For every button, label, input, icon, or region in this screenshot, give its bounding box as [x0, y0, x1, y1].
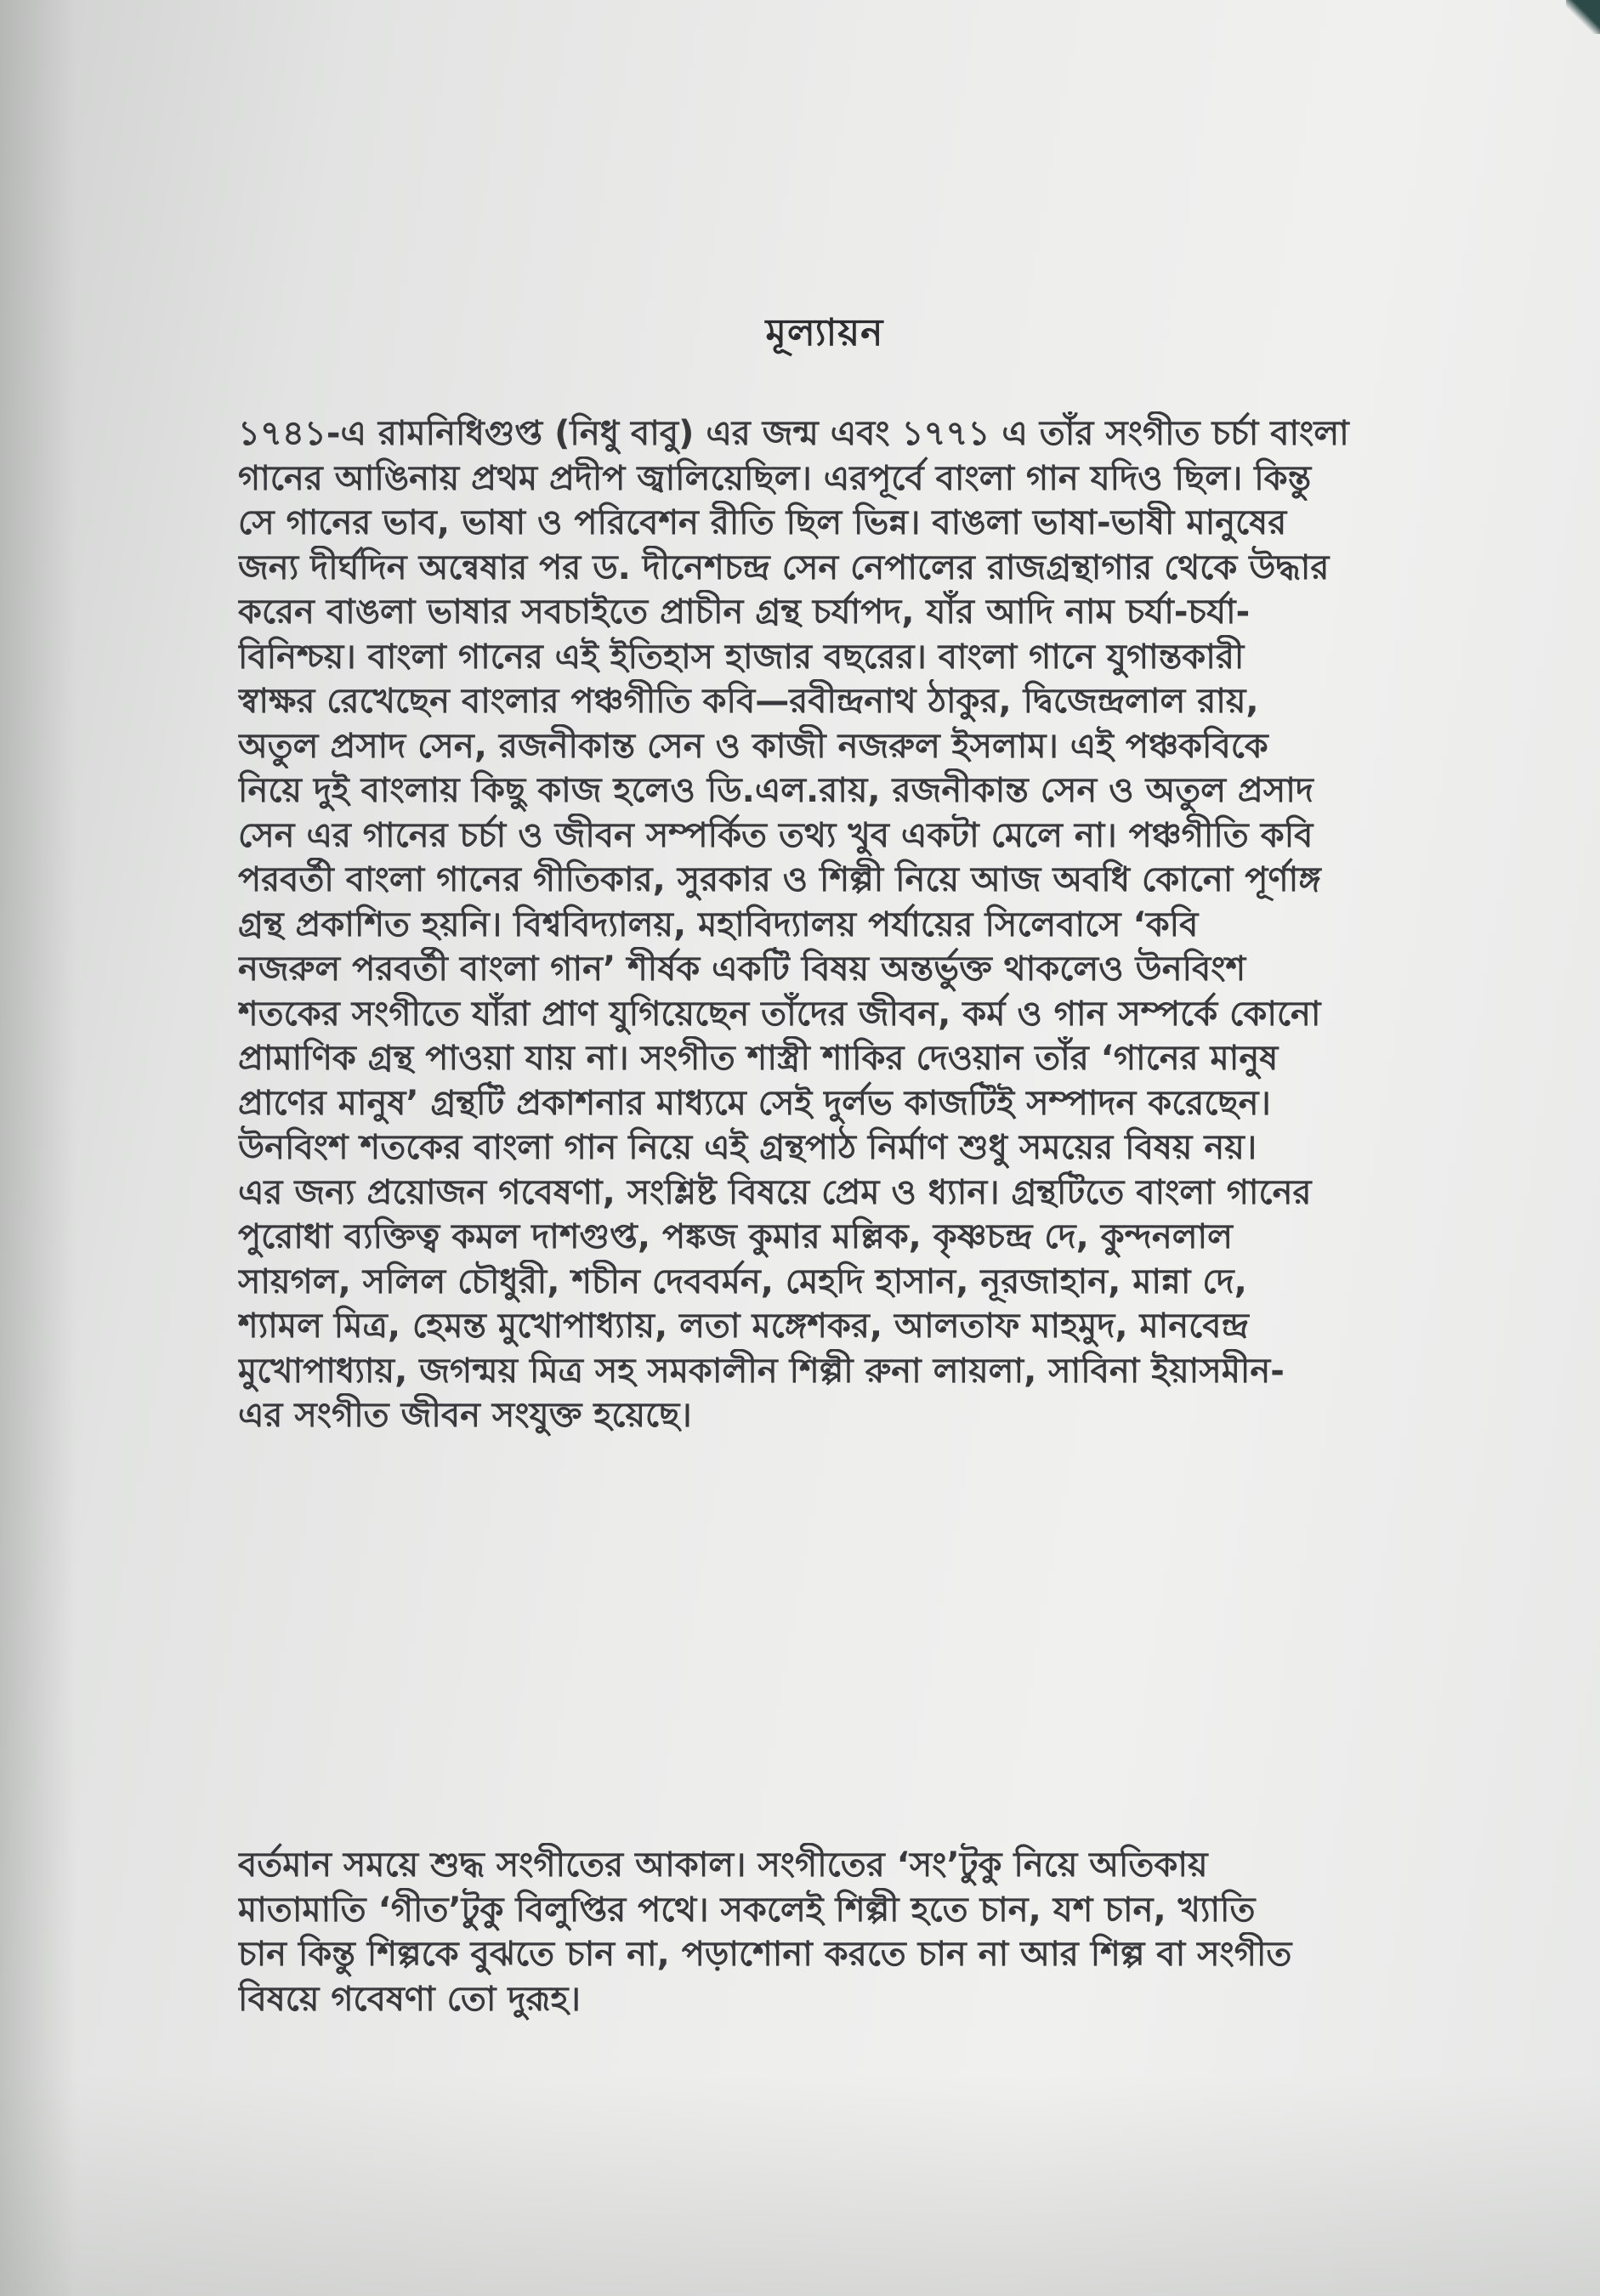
text-line: প্রামাণিক গ্রন্থ পাওয়া যায় না। সংগীত শাস্ত্রী শাকির দেওয়ান তাঁর ‘গানের মানুষ	[238, 1039, 1279, 1078]
text-line: গানের আঙিনায় প্রথম প্রদীপ জ্বালিয়েছিল। এরপূর্বে বাংলা গান যদিও ছিল। কিন্তু	[238, 458, 1312, 498]
paragraph-1	[238, 411, 1509, 1438]
text-line: এর জন্য প্রয়োজন গবেষণা, সংশ্লিষ্ট বিষয়ে প্রেম ও ধ্যান। গ্রন্থটিতে বাংলা গানের	[238, 1172, 1312, 1212]
text-line: ১৭৪১-এ রামনিধিগুপ্ত (নিধু বাবু) এর জন্ম এবং ১৭৭১ এ তাঁর সংগীত চর্চা বাংলা	[238, 414, 1349, 453]
text-line: এর সংগীত জীবন সংযুক্ত হয়েছে।	[238, 1396, 692, 1435]
text-line: প্রাণের মানুষ’ গ্রন্থটি প্রকাশনার মাধ্যমে সেই দুর্লভ কাজটিই সম্পাদন করেছেন।	[238, 1083, 1271, 1123]
text-line: স্বাক্ষর রেখেছেন বাংলার পঞ্চগীতি কবি—রবীন্দ্রনাথ ঠাকুর, দ্বিজেন্দ্রলাল রায়,	[238, 682, 1259, 721]
paragraph-2	[238, 1843, 1509, 2021]
text-line: বিনিশ্চয়। বাংলা গানের এই ইতিহাস হাজার বছরের। বাংলা গানে যুগান্তকারী	[238, 637, 1245, 677]
text-line: করেন বাঙলা ভাষার সবচাইতে প্রাচীন গ্রন্থ চর্যাপদ, যাঁর আদি নাম চর্যা-চর্যা-	[238, 592, 1251, 632]
text-line: মাতামাতি ‘গীত’টুকু বিলুপ্তির পথে। সকলেই শিল্পী হতে চান, যশ চান, খ্যাতি	[238, 1890, 1256, 1930]
text-line: বিষয়ে গবেষণা তো দুরূহ।	[238, 1979, 581, 2019]
text-line: জন্য দীর্ঘদিন অন্বেষার পর ড. দীনেশচন্দ্র সেন নেপালের রাজগ্রন্থাগার থেকে উদ্ধার	[238, 547, 1330, 587]
text-line: পরবর্তী বাংলা গানের গীতিকার, সুরকার ও শিল্পী নিয়ে আজ অবধি কোনো পূর্ণাঙ্গ	[238, 860, 1321, 899]
page-title: মূল্যায়ন	[765, 311, 884, 354]
text-line: শতকের সংগীতে যাঁরা প্রাণ যুগিয়েছেন তাঁদের জীবন, কর্ম ও গান সম্পর্কে কোনো	[238, 994, 1321, 1034]
text-line: শ্যামল মিত্র, হেমন্ত মুখোপাধ্যায়, লতা মঙ্গেশকর, আলতাফ মাহমুদ, মানবেন্দ্র	[238, 1307, 1249, 1346]
text-line: মুখোপাধ্যায়, জগন্ময় মিত্র সহ সমকালীন শিল্পী রুনা লায়লা, সাবিনা ইয়াসমীন-	[238, 1351, 1285, 1391]
text-line: সেন এর গানের চর্চা ও জীবন সম্পর্কিত তথ্য খুব একটা মেলে না। পঞ্চগীতি কবি	[238, 815, 1313, 855]
text-line: গ্রন্থ প্রকাশিত হয়নি। বিশ্ববিদ্যালয়, মহাবিদ্যালয় পর্যায়ের সিলেবাসে ‘কবি	[238, 904, 1199, 944]
text-line: চান কিন্তু শিল্পকে বুঝতে চান না, পড়াশোনা করতে চান না আর শিল্প বা সংগীত	[238, 1935, 1292, 1974]
text-line: বর্তমান সময়ে শুদ্ধ সংগীতের আকাল। সংগীতের ‘সং’টুকু নিয়ে অতিকায়	[238, 1845, 1208, 1885]
text-line: উনবিংশ শতকের বাংলা গান নিয়ে এই গ্রন্থপাঠ নির্মাণ শুধু সময়ের বিষয় নয়।	[238, 1128, 1257, 1167]
text-line: নজরুল পরবর্তী বাংলা গান’ শীর্ষক একটি বিষয় অন্তর্ভুক্ত থাকলেও উনবিংশ	[238, 950, 1246, 989]
text-line: পুরোধা ব্যক্তিত্ব কমল দাশগুপ্ত, পঙ্কজ কুমার মল্লিক, কৃষ্ণচন্দ্র দে, কুন্দনলাল	[238, 1217, 1233, 1256]
text-line: সায়গল, সলিল চৌধুরী, শচীন দেববর্মন, মেহদি হাসান, নূরজাহান, মান্না দে,	[238, 1261, 1247, 1301]
text-line: সে গানের ভাব, ভাষা ও পরিবেশন রীতি ছিল ভিন্ন। বাঙলা ভাষা-ভাষী মানুষের	[238, 503, 1287, 542]
text-line: নিয়ে দুই বাংলায় কিছু কাজ হলেও ডি.এল.রায়, রজনীকান্ত সেন ও অতুল প্রসাদ	[238, 771, 1313, 810]
text-line: অতুল প্রসাদ সেন, রজনীকান্ত সেন ও কাজী নজরুল ইসলাম। এই পঞ্চকবিকে	[238, 726, 1268, 766]
